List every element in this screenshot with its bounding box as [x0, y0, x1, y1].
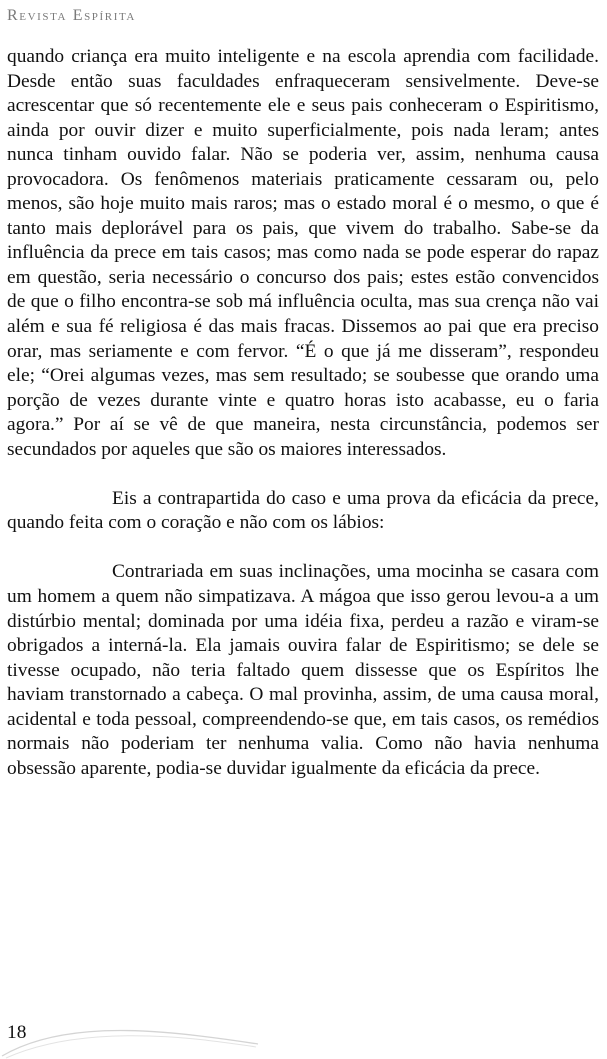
page-number: 18: [7, 1022, 27, 1043]
footer-swoosh-ornament: [0, 1026, 260, 1059]
running-header: Revista Espírita: [7, 7, 136, 24]
paragraph-continuation: quando criança era muito inteligente e na escola aprendia com facilidade. Desde então suas faculdades enfraqueceram sensivelmente. Deve-se acrescentar que só recentemente ele e seus pais conheceram o Espiritismo, ainda por ouvir dizer e muito superficialmente, pois nada leram; antes nunca tinham ouvido falar. Não se poderia ver, assim, nenhuma causa provocadora. Os fenômenos materiais praticamente cessaram ou, pelo menos, são hoje muito mais raros; mas o estado moral é o mesmo, o que é tanto mais deplorável para os pais, que vivem do trabalho. Sabe-se da influência da prece em tais casos; mas como nada se pode esperar do rapaz em questão, seria necessário o concurso dos pais; estes estão convencidos de que o filho encontra-se sob má influência oculta, mas sua crença não vai além e sua fé religiosa é das mais fracas. Dissemos ao pai que era preciso orar, mas seriamente e com fervor. “É o que já me disseram”, respondeu ele; “Orei algumas vezes, mas sem resultado; se soubesse que orando uma porção de vezes durante vinte e quatro horas isto acabasse, eu o faria agora.” Por aí se vê de que maneira, nesta circunstância, podemos ser secundados por aqueles que são os maiores interessados.: [7, 46, 599, 460]
article-body: [7, 45, 599, 781]
paragraph-young-woman-case: Contrariada em suas inclinações, uma mocinha se casara com um homem a quem não simpatizava. A mágoa que isso gerou levou-a a um distúrbio mental; dominada por uma idéia fixa, perdeu a razão e viram-se obrigados a interná-la. Ela jamais ouvira falar de Espiritismo; se dele se tivesse ocupado, não teria faltado quem dissesse que os Espíritos lhe haviam transtornado a cabeça. O mal provinha, assim, de uma causa moral, acidental e toda pessoal, compreendendo-se que, em tais casos, os remédios normais não poderiam ter nenhuma valia. Como não havia nenhuma obsessão aparente, podia-se duvidar igualmente da eficácia da prece.: [7, 561, 599, 779]
paragraph-counterpart-intro: Eis a contrapartida do caso e uma prova da eficácia da prece, quando feita com o coração e não com os lábios:: [7, 487, 599, 534]
